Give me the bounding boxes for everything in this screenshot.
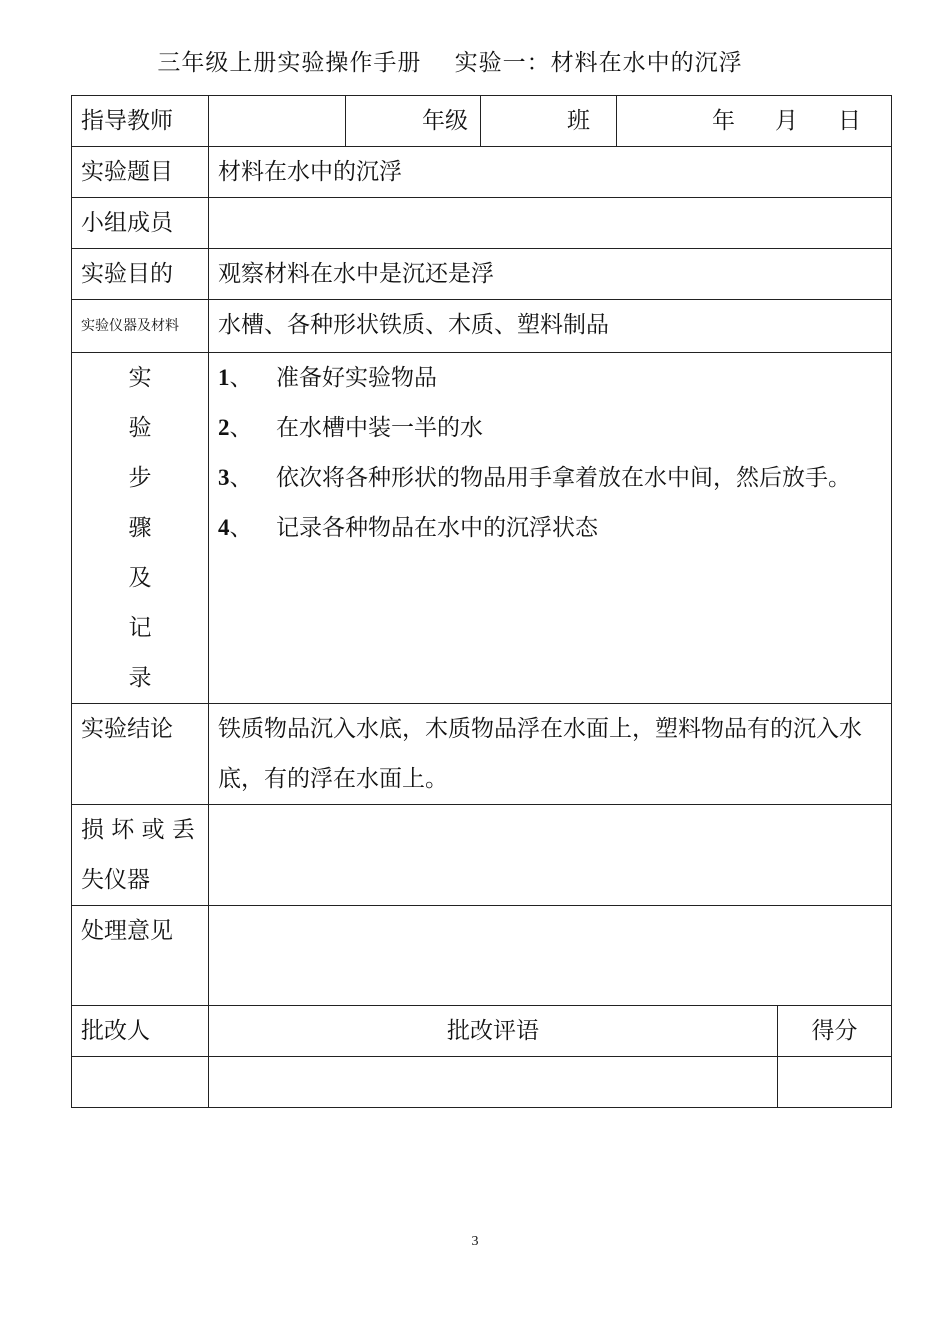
step-number: 1: [218, 365, 230, 390]
comment-value[interactable]: [209, 1057, 778, 1108]
step-item: 4、 记录各种物品在水中的沉浮状态: [218, 503, 891, 553]
members-label: 小组成员: [72, 198, 209, 249]
teacher-value[interactable]: [209, 96, 346, 147]
score-label: 得分: [778, 1006, 892, 1057]
grade-label: 年级: [346, 96, 481, 147]
score-value[interactable]: [778, 1057, 892, 1108]
step-item: 1、 准备好实验物品: [218, 353, 891, 403]
date-day-label: 日: [838, 108, 861, 134]
teacher-label: 指导教师: [72, 96, 209, 147]
step-number: 2: [218, 415, 230, 440]
reviewer-value[interactable]: [72, 1057, 209, 1108]
purpose-label: 实验目的: [72, 249, 209, 300]
experiment-record-table: [71, 95, 892, 1108]
page-number: 3: [471, 1234, 479, 1249]
reviewer-label: 批改人: [72, 1006, 209, 1057]
steps-list: [209, 353, 892, 704]
step-number: 4: [218, 515, 230, 540]
step-text: 依次将各种形状的物品用手拿着放在水中间，然后放手。: [276, 465, 851, 491]
damage-label: 损 坏 或 丢 失仪器: [72, 805, 209, 906]
page-title: 三年级上册实验操作手册 实验一：材料在水中的沉浮: [157, 50, 743, 76]
topic-value: 材料在水中的沉浮: [209, 147, 892, 198]
damage-value[interactable]: [209, 805, 892, 906]
conclusion-label: 实验结论: [72, 704, 209, 805]
step-text: 记录各种物品在水中的沉浮状态: [276, 515, 598, 541]
step-item: 2、 在水槽中装一半的水: [218, 403, 891, 453]
opinion-value[interactable]: [209, 906, 892, 1006]
comment-label: 批改评语: [209, 1006, 778, 1057]
step-text: 在水槽中装一半的水: [276, 415, 483, 441]
step-text: 准备好实验物品: [276, 365, 437, 391]
date-field[interactable]: [617, 96, 892, 147]
class-label: 班: [481, 96, 617, 147]
conclusion-value: 铁质物品沉入水底，木质物品浮在水面上，塑料物品有的沉入水底，有的浮在水面上。: [209, 704, 892, 805]
date-year-label: 年: [712, 108, 735, 134]
step-item: 3、 依次将各种形状的物品用手拿着放在水中间，然后放手。: [218, 453, 891, 503]
materials-label: 实验仪器及材料: [72, 300, 209, 353]
purpose-value: 观察材料在水中是沉还是浮: [209, 249, 892, 300]
steps-label: 实 验 步 骤 及 记 录: [72, 353, 209, 704]
topic-label: 实验题目: [72, 147, 209, 198]
date-month-label: 月: [775, 108, 798, 134]
members-value[interactable]: [209, 198, 892, 249]
opinion-label: 处理意见: [72, 906, 209, 1006]
step-number: 3: [218, 465, 230, 490]
materials-value: 水槽、各种形状铁质、木质、塑料制品: [209, 300, 892, 353]
